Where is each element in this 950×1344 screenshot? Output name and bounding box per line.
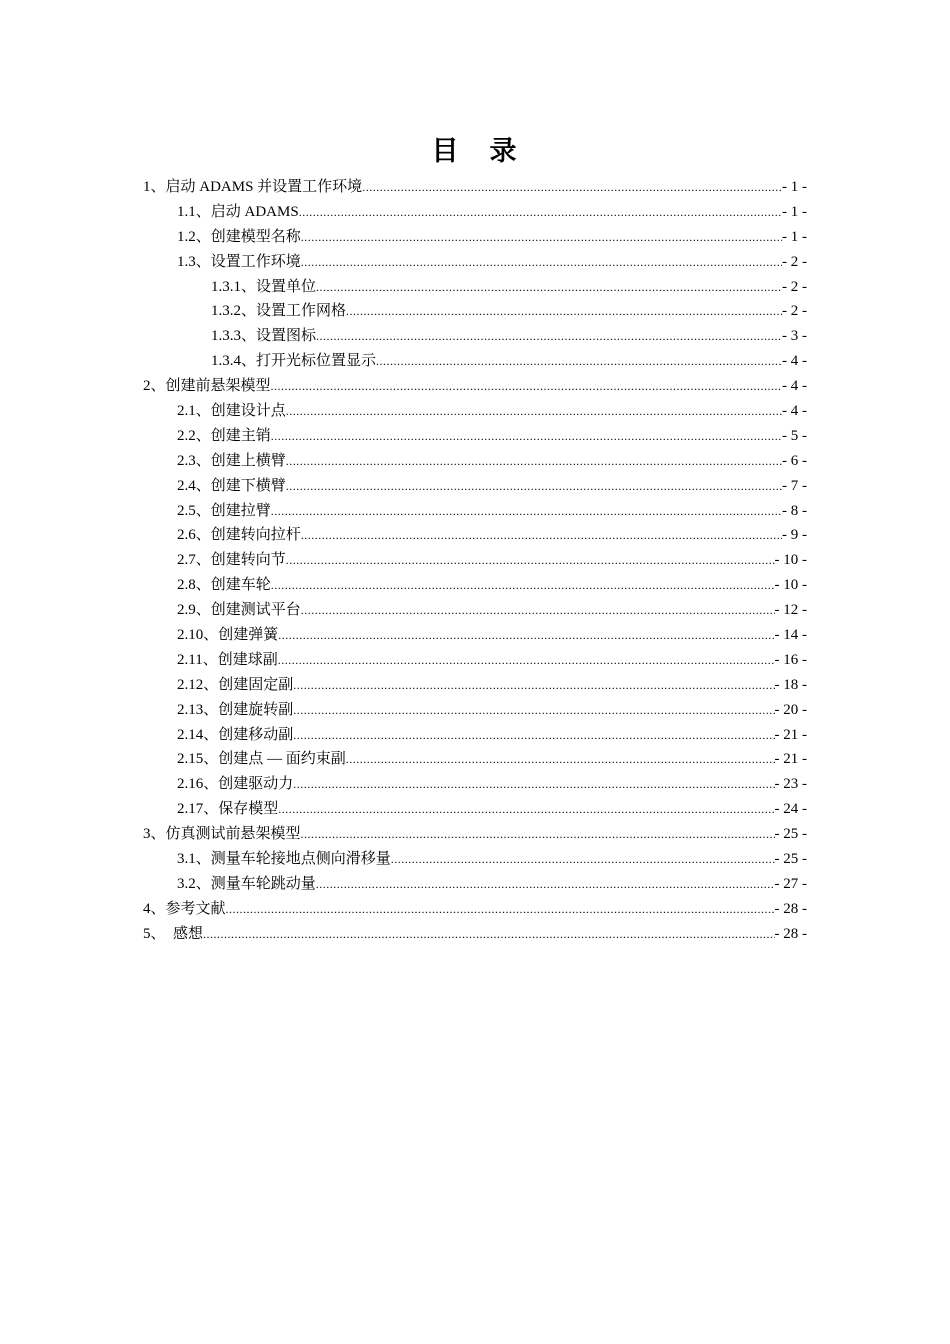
toc-entry-page-number: - 5 -	[782, 427, 807, 444]
toc-dot-leader	[301, 250, 782, 275]
toc-entry-page-number: - 18 -	[774, 676, 807, 693]
toc-entry-text: 2.3、创建上横臂	[177, 452, 286, 469]
toc-dot-leader	[301, 523, 782, 548]
toc-entry[interactable]	[143, 673, 807, 698]
toc-dot-leader	[286, 449, 782, 474]
toc-entry-text: 1.1、启动 ADAMS	[177, 203, 299, 220]
toc-entry[interactable]	[143, 648, 807, 673]
toc-dot-leader	[286, 474, 782, 499]
toc-entry[interactable]	[143, 499, 807, 524]
toc-entry[interactable]	[143, 250, 807, 275]
toc-dot-leader	[271, 424, 782, 449]
toc-entry-page-number: - 3 -	[782, 328, 807, 345]
toc-dot-leader	[316, 324, 782, 349]
toc-entry[interactable]	[143, 598, 807, 623]
toc-entry[interactable]	[143, 324, 807, 349]
toc-entry[interactable]	[143, 797, 807, 822]
toc-entry-page-number: - 2 -	[782, 278, 807, 295]
toc-entry[interactable]	[143, 897, 807, 922]
toc-entry-page-number: - 23 -	[774, 776, 807, 793]
toc-dot-leader	[391, 847, 775, 872]
toc-entry-text: 3、仿真测试前悬架模型	[143, 826, 301, 843]
toc-entry-text: 2.12、创建固定副	[177, 676, 294, 693]
toc-entry-text: 1.3、设置工作环境	[177, 253, 301, 270]
toc-entry[interactable]	[143, 399, 807, 424]
toc-entry-page-number: - 1 -	[782, 203, 807, 220]
toc-entry-text: 2.10、创建弹簧	[177, 627, 279, 644]
toc-entry[interactable]	[143, 698, 807, 723]
toc-entry-page-number: - 20 -	[774, 701, 807, 718]
toc-entry[interactable]	[143, 847, 807, 872]
toc-dot-leader	[301, 225, 782, 250]
toc-entry-page-number: - 8 -	[782, 502, 807, 519]
toc-list	[143, 175, 807, 947]
toc-entry[interactable]	[143, 374, 807, 399]
toc-dot-leader	[278, 623, 774, 648]
toc-entry[interactable]	[143, 225, 807, 250]
toc-entry-text: 2.7、创建转向节	[177, 552, 286, 569]
toc-dot-leader	[271, 374, 782, 399]
toc-entry-page-number: - 1 -	[782, 228, 807, 245]
toc-entry-text: 2.5、创建拉臂	[177, 502, 271, 519]
toc-dot-leader	[346, 747, 775, 772]
toc-entry-text: 1.2、创建模型名称	[177, 228, 301, 245]
toc-entry[interactable]	[143, 449, 807, 474]
toc-entry-text: 5、 感想	[143, 925, 204, 942]
toc-dot-leader	[301, 822, 775, 847]
toc-entry-text: 2.17、保存模型	[177, 801, 279, 818]
toc-entry[interactable]	[143, 922, 807, 947]
toc-entry[interactable]	[143, 175, 807, 200]
toc-entry-page-number: - 1 -	[782, 179, 807, 195]
toc-entry[interactable]	[143, 772, 807, 797]
toc-entry-page-number: - 25 -	[774, 851, 807, 868]
toc-title: 目 录	[431, 136, 519, 167]
toc-dot-leader	[316, 872, 775, 897]
toc-entry-text: 2.2、创建主销	[177, 427, 271, 444]
toc-entry[interactable]	[143, 474, 807, 499]
toc-entry-text: 2.13、创建旋转副	[177, 701, 294, 718]
toc-entry-text: 1、启动 ADAMS 并设置工作环境	[143, 179, 363, 195]
toc-dot-leader	[286, 548, 775, 573]
toc-dot-leader	[293, 723, 774, 748]
toc-entry-page-number: - 24 -	[774, 801, 807, 818]
toc-entry[interactable]	[143, 723, 807, 748]
toc-entry-text: 2.6、创建转向拉杆	[177, 527, 301, 544]
toc-entry-text: 3.2、测量车轮跳动量	[177, 875, 316, 892]
toc-entry[interactable]	[143, 523, 807, 548]
toc-entry-page-number: - 28 -	[774, 925, 807, 942]
toc-entry-text: 2、创建前悬架模型	[143, 378, 271, 395]
toc-entry-page-number: - 4 -	[782, 353, 807, 370]
toc-dot-leader	[278, 797, 774, 822]
toc-entry-page-number: - 4 -	[782, 378, 807, 395]
toc-entry-text: 2.1、创建设计点	[177, 403, 286, 420]
toc-entry-page-number: - 25 -	[774, 826, 807, 843]
toc-entry-page-number: - 28 -	[774, 900, 807, 917]
toc-dot-leader	[293, 673, 774, 698]
toc-dot-leader	[346, 299, 782, 324]
toc-entry[interactable]	[143, 548, 807, 573]
toc-entry[interactable]	[143, 275, 807, 300]
toc-entry-text: 2.8、创建车轮	[177, 577, 271, 594]
toc-dot-leader	[271, 573, 775, 598]
toc-entry-page-number: - 21 -	[774, 751, 807, 768]
toc-dot-leader	[278, 648, 775, 673]
toc-entry[interactable]	[143, 299, 807, 324]
toc-entry[interactable]	[143, 424, 807, 449]
toc-entry-text: 2.15、创建点 — 面约束副	[177, 751, 346, 768]
toc-dot-leader	[271, 499, 782, 524]
toc-entry-page-number: - 7 -	[782, 477, 807, 494]
toc-entry-page-number: - 4 -	[782, 403, 807, 420]
toc-entry[interactable]	[143, 200, 807, 225]
toc-entry-text: 1.3.4、打开光标位置显示	[211, 353, 377, 370]
toc-entry-page-number: - 27 -	[774, 875, 807, 892]
toc-dot-leader	[376, 349, 782, 374]
toc-dot-leader	[203, 922, 774, 947]
toc-entry-page-number: - 14 -	[774, 627, 807, 644]
toc-entry[interactable]	[143, 747, 807, 772]
toc-entry-text: 2.9、创建测试平台	[177, 602, 301, 619]
toc-dot-leader	[362, 175, 782, 200]
toc-entry-page-number: - 10 -	[774, 577, 807, 594]
toc-entry-text: 1.3.3、设置图标	[211, 328, 317, 345]
toc-entry-text: 2.4、创建下横臂	[177, 477, 286, 494]
toc-dot-leader	[316, 275, 782, 300]
toc-dot-leader	[299, 200, 782, 225]
toc-dot-leader	[293, 698, 774, 723]
toc-entry[interactable]	[143, 349, 807, 374]
toc-entry[interactable]	[143, 822, 807, 847]
toc-entry-page-number: - 9 -	[782, 527, 807, 544]
toc-entry-page-number: - 16 -	[774, 651, 807, 668]
toc-entry-page-number: - 21 -	[774, 726, 807, 743]
toc-entry[interactable]	[143, 573, 807, 598]
toc-entry-page-number: - 2 -	[782, 253, 807, 270]
toc-entry-text: 1.3.1、设置单位	[211, 278, 317, 295]
toc-entry-text: 2.11、创建球副	[177, 651, 278, 668]
toc-entry[interactable]	[143, 872, 807, 897]
toc-entry-text: 1.3.2、设置工作网格	[211, 303, 347, 320]
toc-dot-leader	[286, 399, 782, 424]
toc-entry-page-number: - 6 -	[782, 452, 807, 469]
toc-entry-text: 2.14、创建移动副	[177, 726, 294, 743]
toc-entry-text: 2.16、创建驱动力	[177, 776, 294, 793]
toc-dot-leader	[226, 897, 775, 922]
toc-entry-page-number: - 12 -	[774, 602, 807, 619]
toc-entry-text: 3.1、测量车轮接地点侧向滑移量	[177, 851, 391, 868]
toc-dot-leader	[301, 598, 775, 623]
toc-entry-page-number: - 10 -	[774, 552, 807, 569]
toc-entry-page-number: - 2 -	[782, 303, 807, 320]
toc-entry-text: 4、参考文献	[143, 900, 226, 917]
toc-dot-leader	[293, 772, 774, 797]
toc-entry[interactable]	[143, 623, 807, 648]
